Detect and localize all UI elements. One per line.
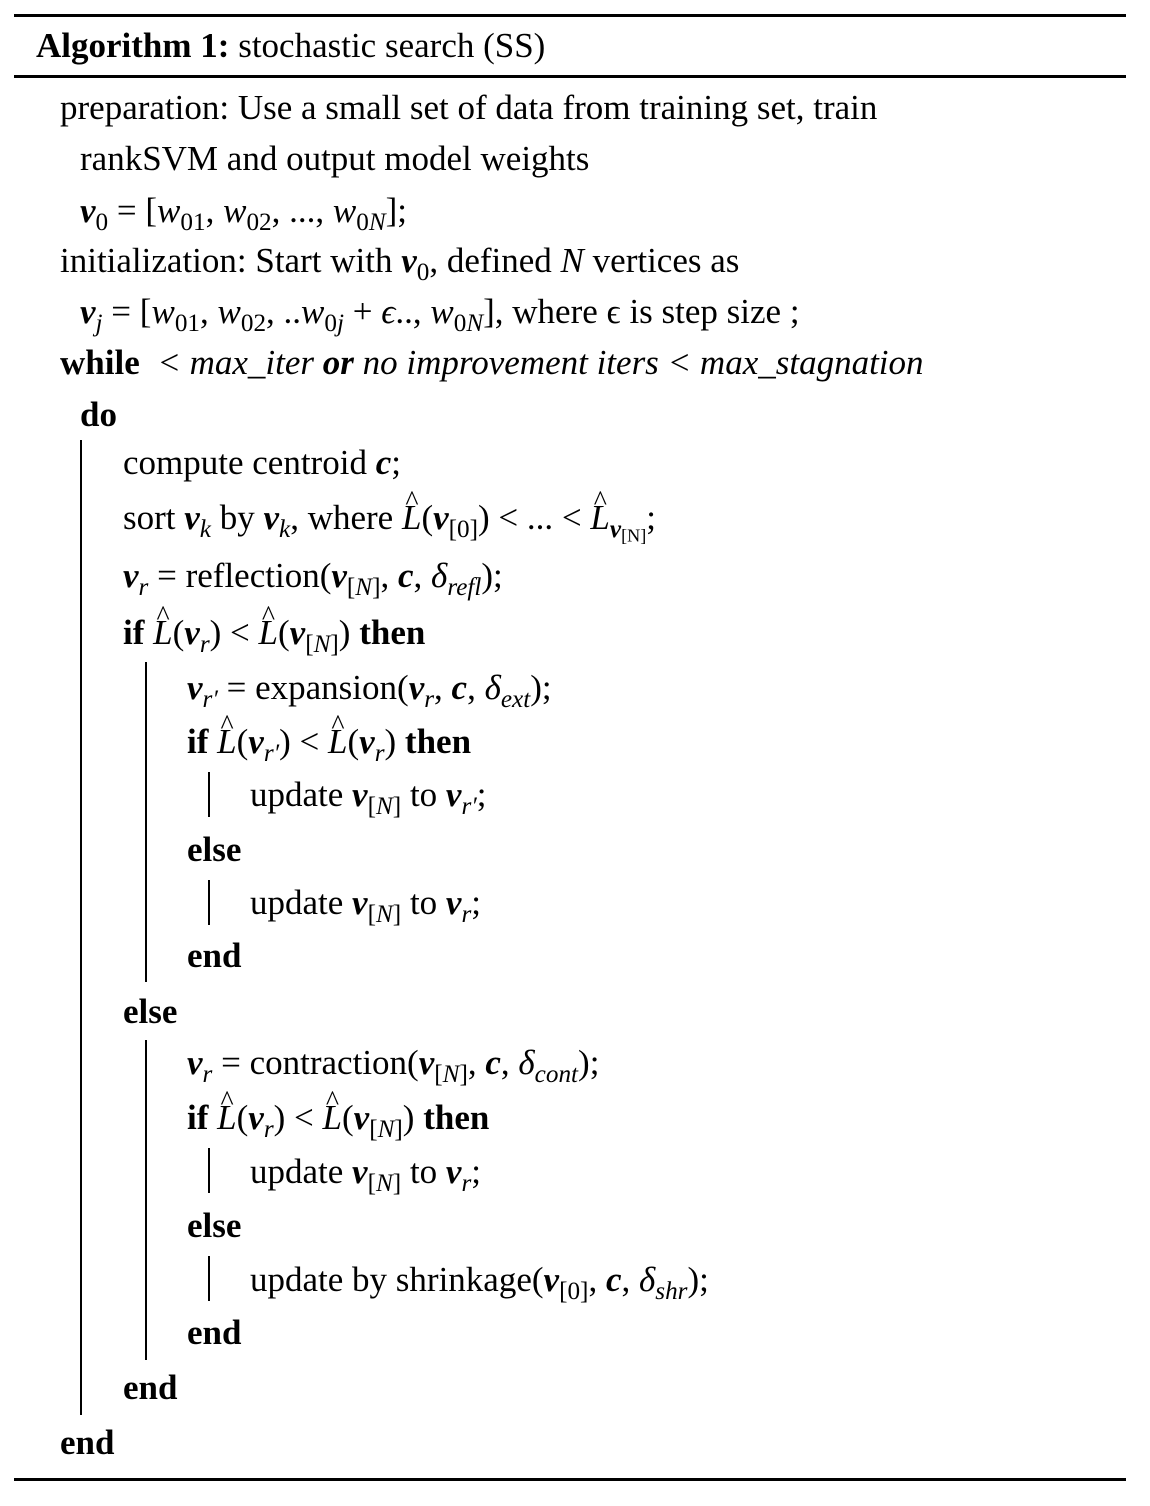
while-block-bar [80,440,82,1415]
preparation-line-3: $v_0 = [w_{01}$, $w_{02}$, ..., $w_{0N}$]; [80,191,408,237]
initialization-line-2: $v_j = [w_{01}$, $w_{02}$, $..w_{0j} + \epsilon$.., $w_{0N}$], where ϵ is step size ; [80,292,800,338]
end-keyword-1: end [187,936,242,975]
preparation-line-2: rankSVM and output model weights [80,139,590,178]
else-keyword-2: else [123,992,178,1031]
if-line-1: if ^ $L(v_r)$ < ^ $L(v_{[N]})$ then [123,615,425,650]
end-keyword-2: end [187,1313,242,1352]
else-inner-bar-2 [208,1256,210,1301]
if-inner-bar-2 [208,880,210,925]
algorithm-title: stochastic search (SS) [238,26,546,65]
if-inner-bar-1 [208,772,210,817]
if-line-3: if ^ $L(v_r)$ < ^ $L(v_{[N]})$ then [187,1100,489,1135]
shrinkage-line: update by $shrinkage(v_{[0]}$, c, $\delta_{shr}$); [250,1260,709,1306]
sort-line: sort $v_k$ by $v_k$, where ^ $L(v_{[0]})$ < ... < ^ $L_{v[N]}$; [123,500,656,536]
do-keyword: do [80,395,117,434]
update-line-3: update $v_{[N]}$ to $v_r$; [250,1152,482,1198]
else-keyword-3: else [187,1206,242,1245]
else-keyword-1: else [187,830,242,869]
initialization-line-1: initialization: Start with $v_0$, defined N vertices as [60,241,740,287]
end-keyword-4: end [60,1423,115,1462]
end-keyword-3: end [123,1368,178,1407]
while-line: while < max_iter or no improvement iters < max_stagnation [60,343,924,382]
reflection-line: $v_r$ = $reflection(v_{[N]}$, c, $\delta_{refl}$); [123,556,503,602]
if-line-2: if ^ $L(v_{r'})$ < ^ $L(v_r)$ then [187,724,471,759]
preparation-line-1: preparation: Use a small set of data from training set, train [60,88,878,127]
top-rule [14,14,1126,17]
update-line-1: update $v_{[N]}$ to $v_{r'}$; [250,775,487,821]
compute-centroid-line: compute centroid c; [123,443,401,482]
header-rule [14,75,1126,78]
bottom-rule [14,1478,1126,1481]
if-block-bar [145,662,147,982]
expansion-line: $v_{r'}$ = $expansion(v_r$, c, $\delta_{ext}$); [187,668,552,714]
algorithm-caption [36,28,545,63]
update-line-2: update $v_{[N]}$ to $v_r$; [250,883,482,929]
else-block-bar [145,1040,147,1360]
contraction-line: $v_r$ = $contraction(v_{[N]}$, c, $\delta_{cont}$); [187,1043,600,1089]
else-inner-bar-1 [208,1148,210,1193]
algorithm-label: Algorithm 1: [36,26,230,65]
